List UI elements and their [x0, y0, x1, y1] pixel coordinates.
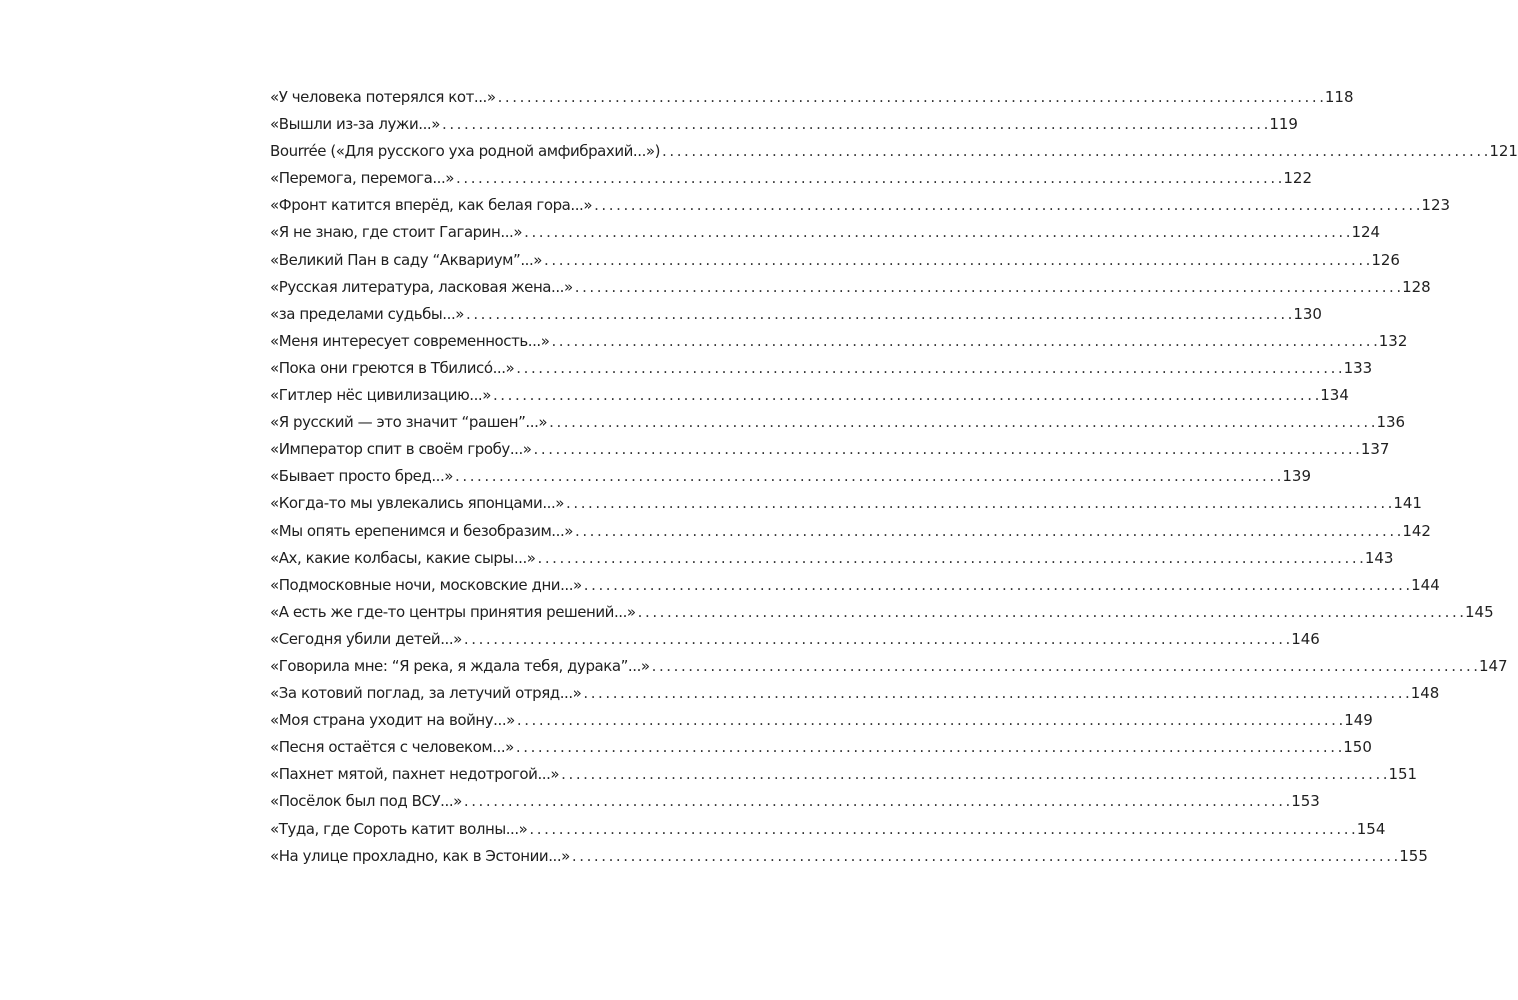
toc-entry-page-number: 153	[1291, 792, 1320, 811]
toc-entry	[270, 792, 1320, 819]
toc-entry-title: «Когда-то мы увлекались японцами...»	[270, 494, 565, 513]
dot-leader	[662, 142, 1487, 160]
toc-entry-page-number: 122	[1283, 169, 1312, 188]
dot-leader	[524, 223, 1349, 241]
dot-leader	[544, 251, 1369, 269]
dot-leader	[583, 684, 1408, 702]
dot-leader	[566, 494, 1391, 512]
toc-entry-title: «Пока они греются в Тбилисо́...»	[270, 358, 515, 377]
toc-entry-page-number: 144	[1411, 575, 1440, 594]
toc-entry	[270, 629, 1320, 657]
toc-entry-page-number: 137	[1360, 440, 1390, 459]
toc-entry-page-number: 139	[1282, 467, 1311, 486]
toc-entry-title: «Посёлок был под ВСУ...»	[270, 792, 462, 811]
toc-entry-page-number: 146	[1291, 629, 1320, 648]
dot-leader	[464, 630, 1289, 648]
toc-entry-title: «Я не знаю, где стоит Гагарин...»	[270, 223, 523, 242]
toc-entry-title: «Мы опять ерепенимся и безобразим...»	[270, 521, 573, 540]
dot-leader	[538, 549, 1363, 567]
dot-leader	[464, 792, 1289, 810]
toc-entry-title: «Сегодня убили детей...»	[270, 629, 462, 648]
toc-entry	[270, 711, 1373, 738]
toc-entry-page-number: 128	[1402, 277, 1431, 296]
toc-entry	[270, 331, 1408, 359]
toc-entry-title: «У человека потерялся кот...»	[270, 88, 496, 106]
toc-entry-page-number: 148	[1410, 684, 1440, 703]
toc-entry-title: «Гитлер нёс цивилизацию...»	[270, 386, 491, 405]
toc-entry-page-number: 145	[1464, 602, 1494, 621]
dot-leader	[456, 169, 1281, 187]
toc-entry-title: «за пределами судьбы...»	[270, 304, 464, 323]
dot-leader	[638, 603, 1463, 621]
toc-entry-title: «Песня остаётся с человеком...»	[270, 738, 514, 757]
toc-entry	[270, 575, 1440, 603]
toc-entry	[270, 602, 1494, 630]
dot-leader	[575, 278, 1400, 296]
dot-leader	[466, 305, 1291, 323]
dot-leader	[584, 576, 1409, 594]
toc-entry-page-number: 154	[1356, 819, 1386, 838]
toc-entry-title: «Фронт катится вперёд, как белая гора...»	[270, 196, 593, 215]
dot-leader	[442, 115, 1267, 133]
toc-entry	[270, 819, 1386, 847]
toc-entry-page-number: 126	[1371, 250, 1400, 269]
toc-entry-page-number: 133	[1343, 358, 1373, 377]
dot-leader	[516, 359, 1341, 377]
toc-entry-page-number: 118	[1324, 88, 1354, 106]
toc-entry-page-number: 155	[1399, 846, 1428, 865]
dot-leader	[493, 386, 1318, 404]
toc-entry-page-number: 121	[1489, 142, 1518, 161]
toc-entry	[270, 548, 1394, 576]
toc-entry-title: «Бывает просто бред...»	[270, 467, 454, 486]
dot-leader	[594, 196, 1419, 214]
toc-entry	[270, 196, 1451, 223]
toc-entry-page-number: 142	[1402, 521, 1431, 540]
toc-entry-page-number: 134	[1320, 386, 1349, 405]
toc-entry-page-number: 123	[1421, 196, 1451, 215]
toc-entry-page-number: 132	[1378, 331, 1408, 350]
toc-entry-page-number: 124	[1351, 223, 1381, 242]
toc-entry	[270, 223, 1381, 250]
toc-entry-title: «Русская литература, ласковая жена...»	[270, 277, 573, 296]
toc-entry	[270, 413, 1406, 440]
toc-entry-title: «Подмосковные ночи, московские дни...»	[270, 575, 582, 594]
toc-entry-page-number: 136	[1376, 413, 1406, 432]
toc-entry-title: «Ах, какие колбасы, какие сыры...»	[270, 548, 536, 567]
toc-entry-page-number: 149	[1344, 711, 1373, 730]
toc-entry	[270, 358, 1373, 386]
toc-entry-title: «Моя страна уходит на войну...»	[270, 711, 515, 730]
toc-entry	[270, 521, 1431, 549]
dot-leader	[652, 657, 1477, 675]
toc-entry	[270, 277, 1431, 305]
toc-entry-page-number: 143	[1364, 548, 1394, 567]
toc-entry	[270, 169, 1312, 196]
toc-entry	[270, 846, 1428, 874]
toc-entry-title: «Туда, где Сороть катит волны...»	[270, 819, 528, 838]
dot-leader	[561, 765, 1386, 783]
dot-leader	[455, 467, 1280, 485]
toc-entry-page-number: 150	[1343, 738, 1372, 757]
toc-entry	[270, 250, 1400, 278]
toc-entry-title: «Император спит в своём гробу...»	[270, 440, 532, 459]
toc-entry-page-number: 130	[1293, 304, 1322, 323]
toc-entry-title: «За котовий поглад, за летучий отряд...»	[270, 684, 582, 703]
toc-entry	[270, 684, 1440, 711]
toc-entry	[270, 494, 1422, 521]
toc-entry-title: «Перемога, перемога...»	[270, 169, 455, 188]
toc-entry-title: «Говорила мне: “Я река, я ждала тебя, дурака”...»	[270, 656, 650, 675]
dot-leader	[516, 738, 1341, 756]
toc-entry-page-number: 151	[1388, 765, 1418, 784]
toc-entry	[270, 765, 1418, 792]
toc-entry	[270, 304, 1322, 332]
toc-entry	[270, 440, 1390, 467]
toc-entry-title: «Пахнет мятой, пахнет недотрогой...»	[270, 765, 560, 784]
toc-entry	[270, 467, 1311, 494]
toc-entry-title: «Вышли из-за лужи...»	[270, 115, 440, 134]
toc-entry-title: «Меня интересует современность...»	[270, 331, 550, 350]
toc-entry	[270, 88, 1354, 115]
table-of-contents	[270, 88, 1518, 874]
toc-entry	[270, 115, 1298, 142]
dot-leader	[517, 711, 1342, 729]
toc-entry	[270, 386, 1349, 413]
dot-leader	[529, 820, 1354, 838]
toc-entry	[270, 656, 1508, 684]
toc-entry	[270, 142, 1518, 169]
dot-leader	[498, 88, 1323, 106]
toc-entry-title: «Я русский — это значит “рашен”...»	[270, 413, 548, 432]
toc-entry	[270, 738, 1372, 765]
toc-entry-title: «А есть же где-то центры принятия решений...»	[270, 602, 636, 621]
toc-entry-title: Bourrée («Для русского уха родной амфибрахий...»)	[270, 142, 661, 161]
dot-leader	[575, 522, 1400, 540]
toc-entry-page-number: 119	[1269, 115, 1298, 134]
toc-entry-title: «Великий Пан в саду “Аквариум”...»	[270, 250, 543, 269]
toc-entry-page-number: 141	[1393, 494, 1422, 513]
dot-leader	[549, 413, 1374, 431]
toc-entry-title: «На улице прохладно, как в Эстонии...»	[270, 846, 570, 865]
dot-leader	[551, 332, 1376, 350]
dot-leader	[572, 847, 1397, 865]
dot-leader	[534, 440, 1359, 458]
toc-entry-page-number: 147	[1478, 656, 1508, 675]
